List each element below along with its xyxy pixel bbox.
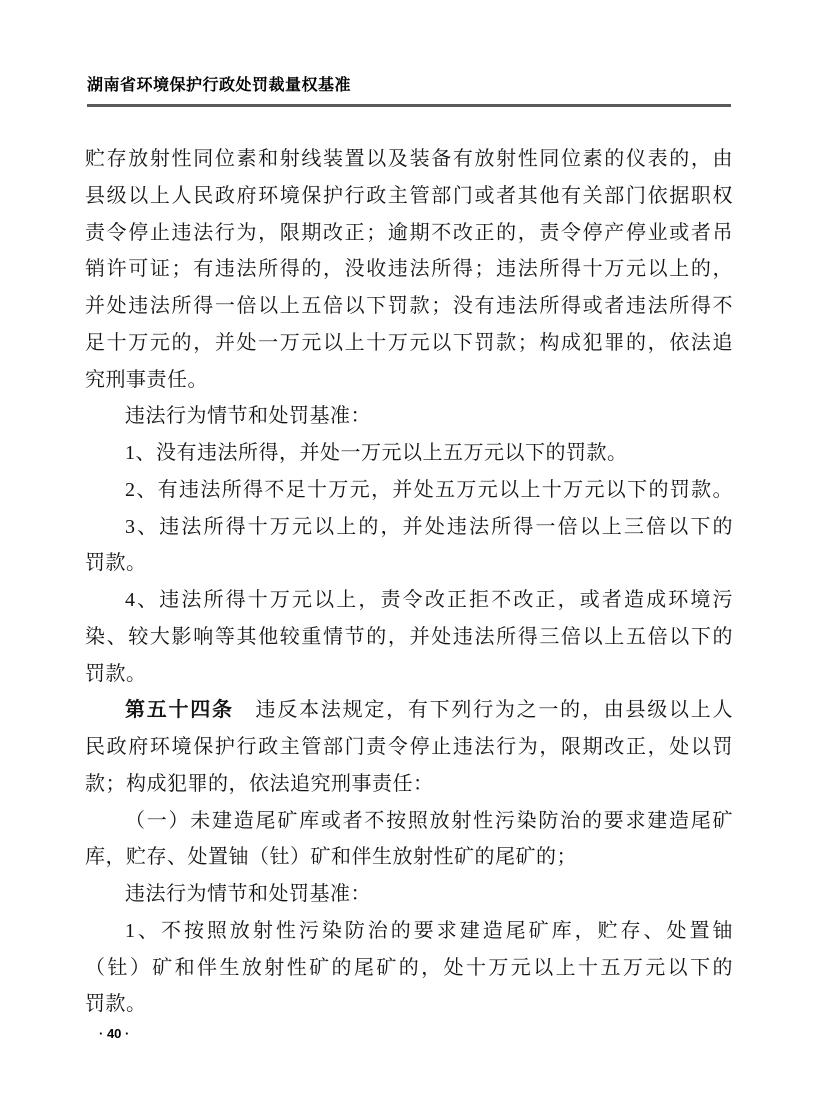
- text-line: 责令停止违法行为，限期改正；逾期不改正的，责令停产停业或者吊: [85, 221, 733, 244]
- text-line: （一）未建造尾矿库或者不按照放射性污染防治的要求建造尾矿: [125, 809, 733, 832]
- text-line: 2、有违法所得不足十万元，并处五万元以上十万元以下的罚款。: [125, 478, 733, 501]
- text-line: 染、较大影响等其他较重情节的，并处违法所得三倍以上五倍以下的: [85, 625, 733, 648]
- text-line: 罚款。: [85, 662, 147, 685]
- text-line: 贮存放射性同位素和射线装置以及装备有放射性同位素的仪表的，由: [85, 148, 733, 170]
- text-line: 罚款。: [85, 993, 147, 1016]
- text-line: 并处违法所得一倍以上五倍以下罚款；没有违法所得或者违法所得不: [85, 295, 733, 317]
- page-header: [87, 76, 731, 107]
- text-line: 款；构成犯罪的，依法追究刑事责任：: [85, 772, 434, 795]
- text-line: [85, 692, 733, 729]
- text-line: 1、没有违法所得，并处一万元以上五万元以下的罚款。: [125, 442, 628, 464]
- text-line: 违法行为情节和处罚基准：: [125, 405, 371, 428]
- text-line: 罚款。: [85, 552, 147, 575]
- text-line: 究刑事责任。: [85, 368, 208, 391]
- text-line: 4、违法所得十万元以上，责令改正拒不改正，或者造成环境污: [125, 589, 733, 611]
- article-text: 违反本法规定，有下列行为之一的，由县级以上人: [233, 699, 734, 722]
- text-line: 3、违法所得十万元以上的，并处违法所得一倍以上三倍以下的: [125, 515, 733, 538]
- header-title: 湖南省环境保护行政处罚裁量权基准: [87, 77, 352, 94]
- text-line: 违法行为情节和处罚基准：: [125, 883, 371, 905]
- article-number: 第五十四条: [125, 699, 234, 722]
- page-number: · 40 ·: [99, 1026, 130, 1041]
- text-line: 库，贮存、处置铀（钍）矿和伴生放射性矿的尾矿的；: [85, 846, 577, 869]
- document-body: [85, 141, 733, 1023]
- text-line: 销许可证；有违法所得的，没收违法所得；违法所得十万元以上的，: [85, 258, 733, 281]
- text-line: 民政府环境保护行政主管部门责令停止违法行为，限期改正，处以罚: [85, 736, 733, 758]
- text-line: 县级以上人民政府环境保护行政主管部门或者其他有关部门依据职权: [85, 184, 733, 207]
- text-line: 足十万元的，并处一万元以上十万元以下罚款；构成犯罪的，依法追: [85, 331, 733, 354]
- text-line: （钍）矿和伴生放射性矿的尾矿的，处十万元以上十五万元以下的: [85, 956, 733, 979]
- text-line: 1、不按照放射性污染防治的要求建造尾矿库，贮存、处置铀: [125, 919, 733, 942]
